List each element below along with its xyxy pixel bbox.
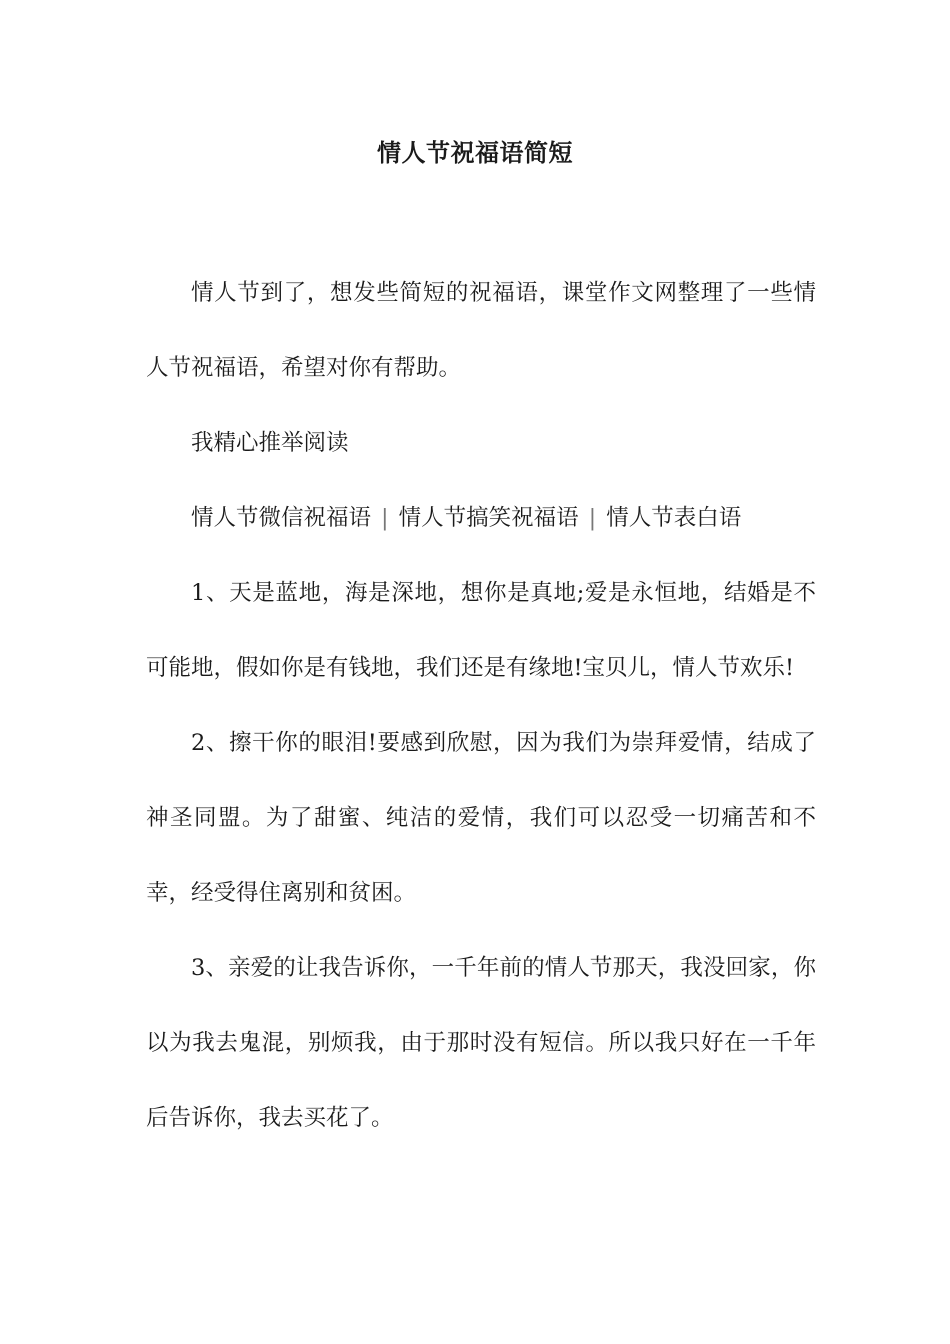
- document-title: 情人节祝福语简短: [377, 138, 573, 167]
- link-separator: |: [381, 505, 389, 531]
- document-body: [146, 256, 816, 1156]
- link-confession[interactable]: 情人节表白语: [606, 505, 742, 531]
- link-separator: |: [588, 505, 597, 531]
- greeting-item-3: 3、亲爱的让我告诉你，一千年前的情人节那天，我没回家，你以为我去鬼混，别烦我，由于那时没有短信。所以我只好在一千年后告诉你，我去买花了。: [146, 955, 816, 1131]
- link-funny-greetings[interactable]: 情人节搞笑祝福语: [398, 505, 579, 531]
- link-wechat-greetings[interactable]: 情人节微信祝福语: [191, 505, 372, 531]
- intro-paragraph: 情人节到了，想发些简短的祝福语，课堂作文网整理了一些情人节祝福语，希望对你有帮助。: [146, 280, 816, 381]
- greeting-item-1: 1、天是蓝地，海是深地，想你是真地;爱是永恒地，结婚是不可能地，假如你是有钱地，我们还是有缘地!宝贝儿，情人节欢乐!: [146, 580, 816, 681]
- recommend-heading: 我精心推举阅读: [191, 430, 349, 456]
- recommended-links: [146, 481, 816, 556]
- greeting-item-2: 2、擦干你的眼泪!要感到欣慰，因为我们为崇拜爱情，结成了神圣同盟。为了甜蜜、纯洁的爱情，我们可以忍受一切痛苦和不幸，经受得住离别和贫困。: [146, 730, 816, 906]
